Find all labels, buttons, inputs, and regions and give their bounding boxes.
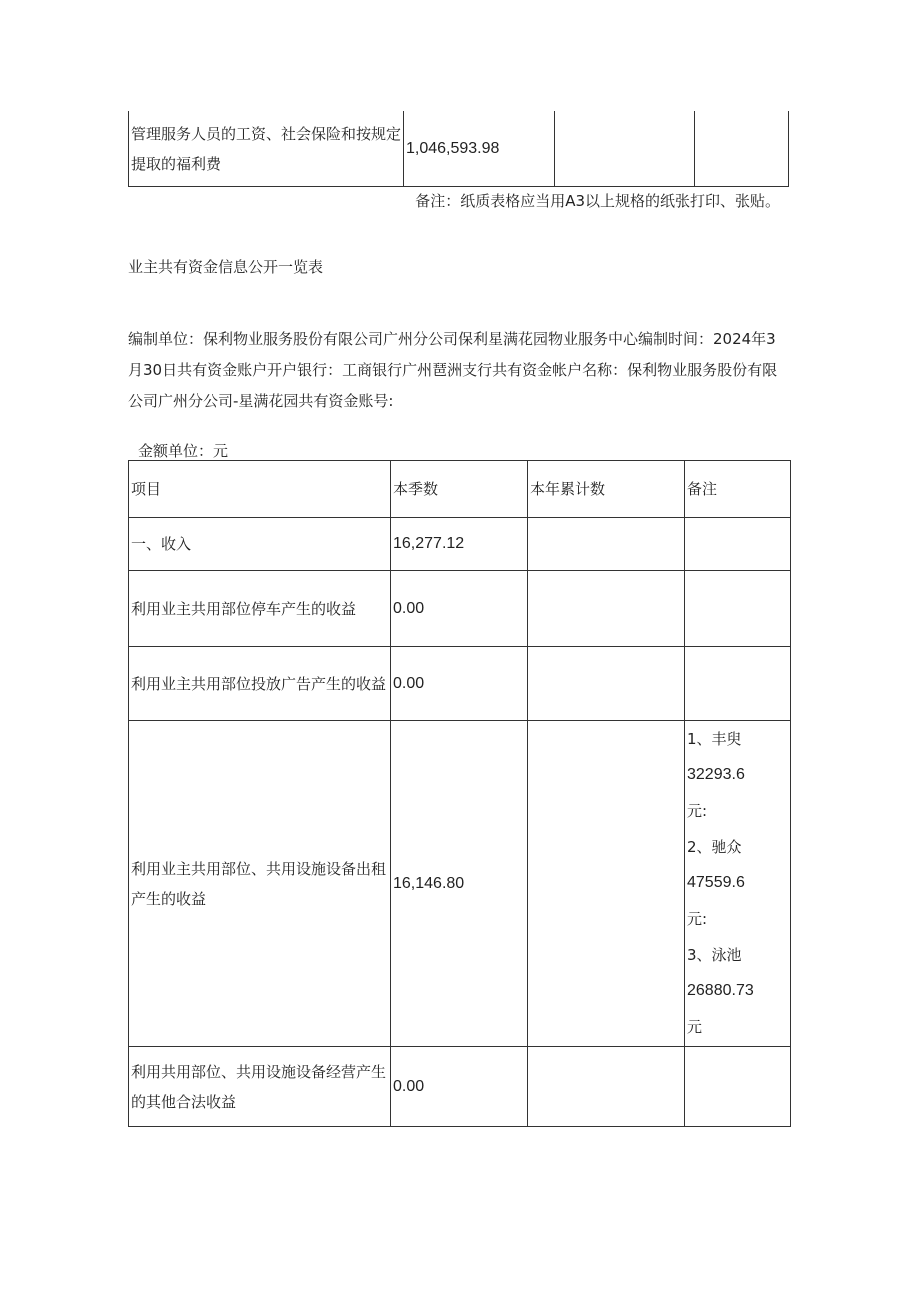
remark-cell bbox=[685, 721, 791, 1047]
remark-line: 元: bbox=[687, 910, 708, 928]
table-row bbox=[129, 111, 789, 187]
empty-cell bbox=[695, 111, 789, 187]
empty-cell bbox=[685, 1047, 791, 1127]
item-cell: 利用业主共用部位停车产生的收益 bbox=[129, 571, 391, 647]
item-cell: 一、收入 bbox=[129, 518, 391, 571]
item-cell: 管理服务人员的工资、社会保险和按规定提取的福利费 bbox=[129, 111, 404, 187]
remark-line: 元: bbox=[687, 802, 708, 820]
remark-line: 3、泳池 bbox=[687, 946, 742, 964]
empty-cell bbox=[555, 111, 695, 187]
header-year-total: 本年累计数 bbox=[528, 461, 685, 518]
item-cell: 利用业主共用部位、共用设施设备出租产生的收益 bbox=[129, 721, 391, 1047]
item-cell: 利用业主共用部位投放广告产生的收益 bbox=[129, 647, 391, 721]
print-note: 备注：纸质表格应当用A3以上规格的纸张打印、张贴。 bbox=[415, 192, 780, 210]
header-item: 项目 bbox=[129, 461, 391, 518]
info-paragraph: 编制单位：保利物业服务股份有限公司广州分公司保利星满花园物业服务中心编制时间：2024年3月30日共有资金账户开户银行：工商银行广州琶洲支行共有资金帐户名称：保利物业服务股份有限公司广州分公司-星满花园共有资金账号: bbox=[128, 330, 778, 410]
table-row bbox=[129, 721, 791, 1047]
remark-line: 元 bbox=[687, 1018, 703, 1036]
unit-label: 金额单位：元 bbox=[138, 442, 229, 460]
empty-cell bbox=[528, 518, 685, 571]
item-cell: 利用共用部位、共用设施设备经营产生的其他合法收益 bbox=[129, 1047, 391, 1127]
empty-cell bbox=[528, 647, 685, 721]
empty-cell bbox=[528, 721, 685, 1047]
empty-cell bbox=[685, 647, 791, 721]
header-row bbox=[129, 461, 791, 518]
table-row bbox=[129, 647, 791, 721]
header-remark: 备注 bbox=[685, 461, 791, 518]
empty-cell bbox=[685, 571, 791, 647]
fund-table bbox=[128, 460, 791, 1127]
remark-line: 1、丰臾 bbox=[687, 730, 742, 748]
amount-cell: 0.00 bbox=[391, 571, 528, 647]
empty-cell bbox=[685, 518, 791, 571]
table-row bbox=[129, 571, 791, 647]
amount-cell: 16,146.80 bbox=[391, 721, 528, 1047]
amount-cell: 0.00 bbox=[391, 647, 528, 721]
header-quarter: 本季数 bbox=[391, 461, 528, 518]
empty-cell bbox=[528, 1047, 685, 1127]
table-row bbox=[129, 518, 791, 571]
amount-cell: 16,277.12 bbox=[391, 518, 528, 571]
empty-cell bbox=[528, 571, 685, 647]
table-row bbox=[129, 1047, 791, 1127]
remark-line: 32293.6 bbox=[687, 766, 745, 783]
remark-line: 2、驰众 bbox=[687, 838, 742, 856]
remark-line: 47559.6 bbox=[687, 874, 745, 891]
remark-line: 26880.73 bbox=[687, 982, 754, 999]
amount-cell: 1,046,593.98 bbox=[404, 111, 555, 187]
top-fragment-table bbox=[128, 111, 789, 187]
page-title: 业主共有资金信息公开一览表 bbox=[128, 258, 324, 276]
amount-cell: 0.00 bbox=[391, 1047, 528, 1127]
